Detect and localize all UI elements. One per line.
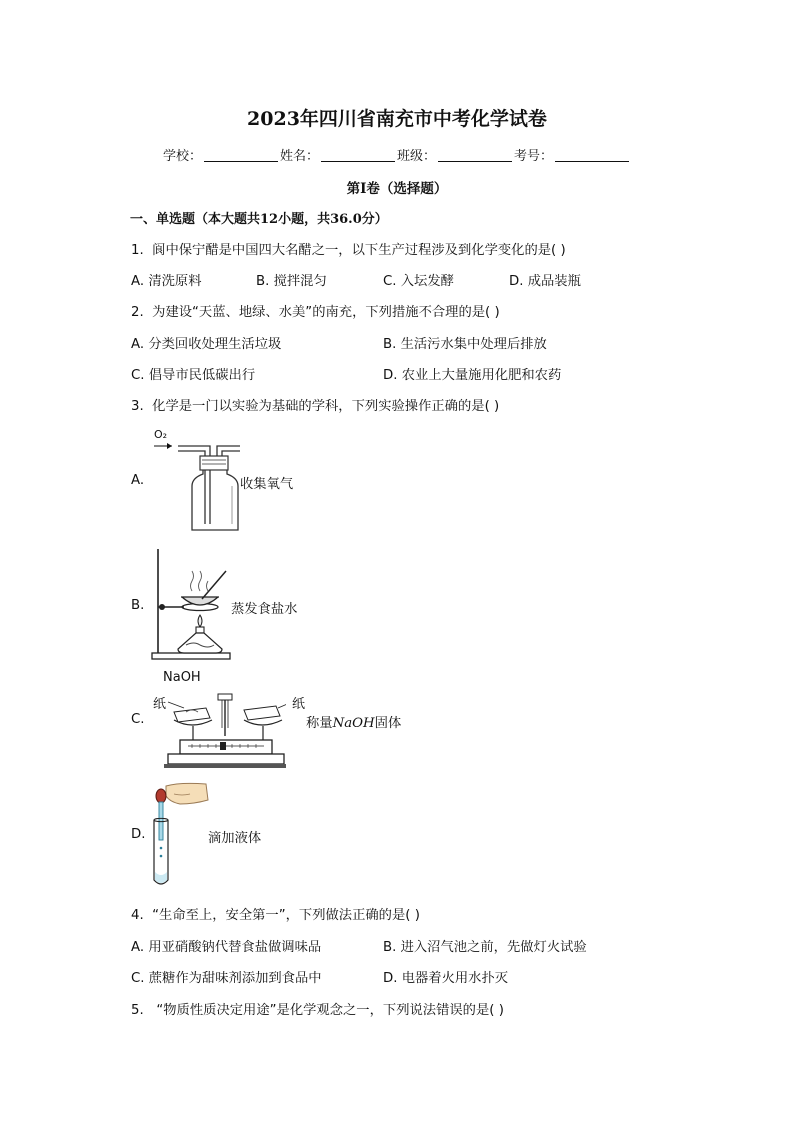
paper-label-right: 纸 (292, 697, 306, 712)
question-stem: 化学是一门以实验为基础的学科，下列实验操作正确的是( ) (152, 399, 500, 414)
question-number: 4. (131, 908, 144, 923)
q1-option-b[interactable]: B. 搅拌混匀 (256, 274, 327, 289)
paper-title: 2023年四川省南充市中考化学试卷 (247, 108, 547, 130)
evaporation-apparatus-figure (148, 545, 234, 663)
student-info-line (0, 145, 794, 164)
q1-option-d[interactable]: D. 成品装瓶 (509, 274, 581, 289)
exam-no-label: 考号： (514, 149, 554, 164)
naoh-formula: NaOH (332, 716, 375, 731)
gas-collection-bottle-figure (150, 424, 250, 536)
naoh-figure-label: NaOH (163, 670, 201, 685)
q2-option-c[interactable]: C. 倡导市民低碳出行 (131, 368, 256, 383)
q2-option-b[interactable]: B. 生活污水集中处理后排放 (383, 337, 547, 352)
q4-option-a[interactable]: A. 用亚硝酸钠代替食盐做调味品 (131, 940, 322, 955)
question-stem: “生命至上，安全第一”，下列做法正确的是( ) (152, 908, 420, 923)
q1-option-c[interactable]: C. 入坛发酵 (383, 274, 454, 289)
oxygen-label: O₂ (154, 428, 168, 441)
question-number: 5. (131, 1003, 144, 1018)
balance-scale-figure (160, 688, 286, 770)
class-label: 班级： (397, 149, 437, 164)
exam-no-blank[interactable] (555, 148, 629, 162)
question-stem: 为建设“天蓝、地绿、水美”的南充，下列措施不合理的是( ) (152, 305, 500, 320)
q3-option-a-letter[interactable]: A. (131, 473, 145, 488)
name-blank[interactable] (321, 148, 395, 162)
question-1 (131, 239, 566, 258)
section-title: 一、单选题（本大题共12小题，共36.0分） (130, 212, 388, 227)
part-title: 第I卷（选择题） (346, 181, 448, 197)
q1-option-a[interactable]: A. 清洗原料 (131, 274, 202, 289)
question-4 (131, 904, 420, 923)
paper-label-left: 纸 (153, 697, 167, 712)
name-label: 姓名： (279, 149, 319, 164)
question-stem: 阆中保宁醋是中国四大名醋之一，以下生产过程涉及到化学变化的是( ) (152, 243, 566, 258)
q4-option-b[interactable]: B. 进入沼气池之前，先做灯火试验 (383, 940, 587, 955)
question-2 (131, 301, 500, 320)
school-label: 学校： (162, 149, 202, 164)
q3-option-a-caption: 收集氧气 (240, 477, 294, 492)
question-5 (131, 999, 504, 1018)
class-blank[interactable] (438, 148, 512, 162)
q3-option-b-caption: 蒸发食盐水 (231, 602, 298, 617)
q4-option-d[interactable]: D. 电器着火用水扑灭 (383, 971, 509, 986)
q2-option-a[interactable]: A. 分类回收处理生活垃圾 (131, 337, 282, 352)
question-number: 1. (131, 243, 144, 258)
q3-option-c-caption: 称量NaOH固体 (306, 716, 402, 731)
q3-option-c-letter[interactable]: C. (131, 712, 145, 727)
q3-option-d-letter[interactable]: D. (131, 827, 146, 842)
question-stem: “物质性质决定用途”是化学观念之一，下列说法错误的是( ) (156, 1003, 504, 1018)
question-number: 2. (131, 305, 144, 320)
q2-option-d[interactable]: D. 农业上大量施用化肥和农药 (383, 368, 562, 383)
q3-option-b-letter[interactable]: B. (131, 598, 145, 613)
q4-option-c[interactable]: C. 蔗糖作为甜味剂添加到食品中 (131, 971, 322, 986)
q3-option-d-caption: 滴加液体 (208, 831, 262, 846)
school-blank[interactable] (204, 148, 278, 162)
dropper-figure (150, 780, 212, 890)
question-number: 3. (131, 399, 144, 414)
question-3 (131, 395, 499, 414)
